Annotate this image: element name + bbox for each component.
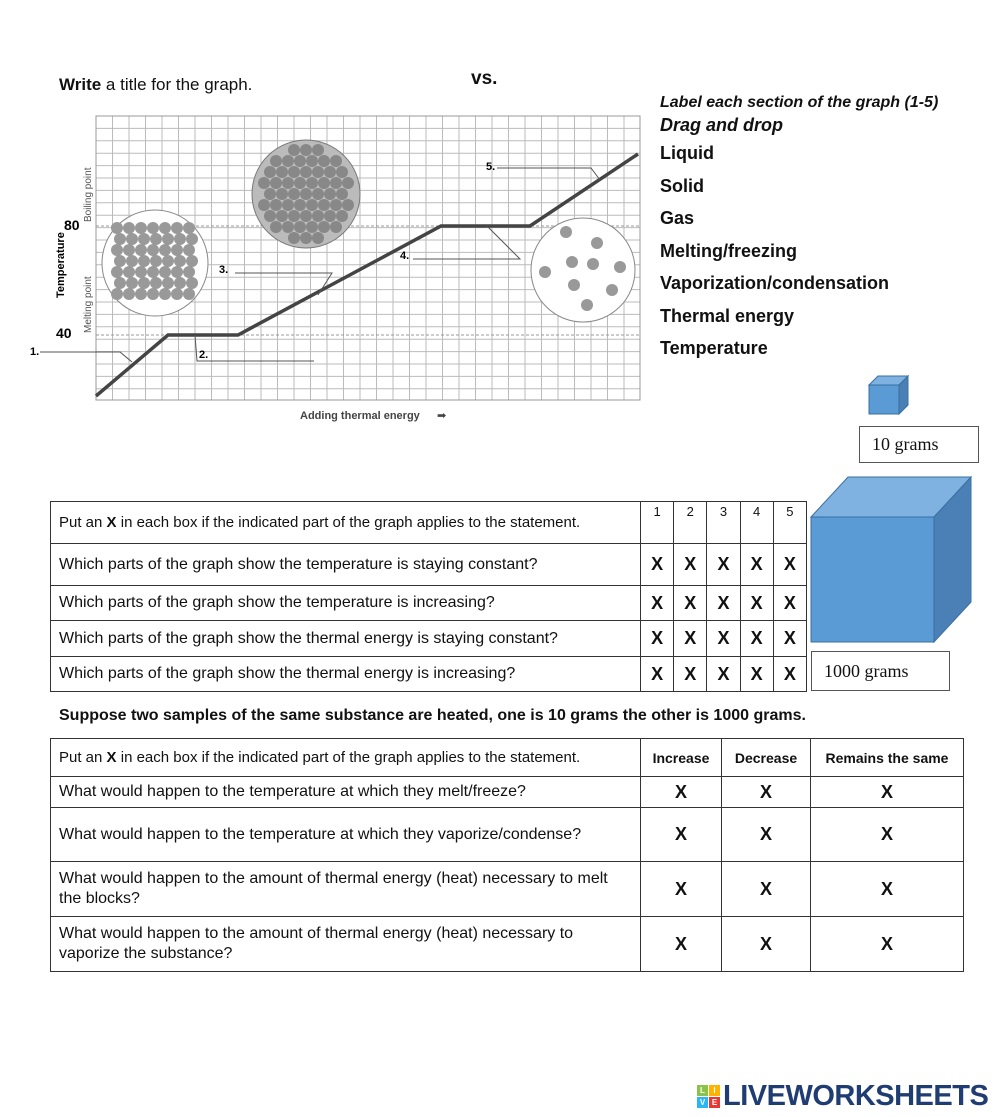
mark-cell-decrease[interactable]: X xyxy=(722,862,811,917)
table-row xyxy=(51,544,807,586)
y-axis-label: Temperature xyxy=(55,232,67,298)
drag-label-thermal-energy[interactable]: Thermal energy xyxy=(660,305,795,326)
drag-label-liquid[interactable]: Liquid xyxy=(660,143,714,163)
large-cube-icon xyxy=(805,470,980,650)
col-header-increase: Increase xyxy=(641,739,722,777)
boiling-point-label: Boiling point xyxy=(83,167,94,222)
table-row xyxy=(51,777,964,808)
section-label-2: 2. xyxy=(199,349,209,361)
x-axis-label: Adding thermal energy xyxy=(300,410,420,422)
label-instruction: Label each section of the graph (1-5) xyxy=(660,94,939,111)
mark-cell-increase[interactable]: X xyxy=(641,808,722,862)
table-row xyxy=(51,621,807,657)
drag-label-gas[interactable]: Gas xyxy=(660,208,695,228)
col-header-3: 3 xyxy=(707,502,740,544)
mark-cell-part-2[interactable]: X xyxy=(674,544,707,586)
live-badge-icon: L I V E xyxy=(697,1085,720,1108)
mark-cell-remains-same[interactable]: X xyxy=(811,917,964,972)
mark-cell-part-5[interactable]: X xyxy=(773,586,806,621)
table1-instruction: Put an X in each box if the indicated part of the graph applies to the statement. xyxy=(51,502,641,544)
mark-cell-increase[interactable]: X xyxy=(641,862,722,917)
liveworksheets-logo xyxy=(697,1080,988,1113)
question-text: What would happen to the amount of thermal energy (heat) necessary to melt the blocks? xyxy=(51,862,641,917)
y-tick-40: 40 xyxy=(56,325,72,341)
melting-point-label: Melting point xyxy=(83,276,94,333)
heating-curve-graph xyxy=(0,0,660,440)
mark-cell-decrease[interactable]: X xyxy=(722,808,811,862)
mark-cell-remains-same[interactable]: X xyxy=(811,808,964,862)
mark-cell-part-1[interactable]: X xyxy=(641,544,674,586)
table-header-row xyxy=(51,502,807,544)
gas-particles-icon xyxy=(531,218,635,322)
mark-cell-part-2[interactable]: X xyxy=(674,621,707,657)
vs-label: vs. xyxy=(471,68,498,89)
section-label-5: 5. xyxy=(486,161,496,173)
question-text: Which parts of the graph show the thermal energy is increasing? xyxy=(51,657,641,692)
mark-cell-remains-same[interactable]: X xyxy=(811,862,964,917)
arrow-right-icon: ➡ xyxy=(437,410,447,422)
mark-cell-increase[interactable]: X xyxy=(641,917,722,972)
col-header-4: 4 xyxy=(740,502,773,544)
table2-instruction: Put an X in each box if the indicated part of the graph applies to the statement. xyxy=(51,739,641,777)
write-bold: Write xyxy=(59,75,102,94)
solid-particles-icon xyxy=(102,210,208,316)
write-rest: a title for the graph. xyxy=(101,75,253,94)
section-label-1: 1. xyxy=(30,346,40,358)
mark-cell-part-3[interactable]: X xyxy=(707,657,740,692)
drag-label-melting-freezing[interactable]: Melting/freezing xyxy=(660,240,798,261)
mark-cell-part-3[interactable]: X xyxy=(707,621,740,657)
col-header-1: 1 xyxy=(641,502,674,544)
col-header-5: 5 xyxy=(773,502,806,544)
mark-cell-part-5[interactable]: X xyxy=(773,621,806,657)
graph-parts-table xyxy=(50,501,807,692)
mark-cell-part-2[interactable]: X xyxy=(674,586,707,621)
section-label-3: 3. xyxy=(219,264,229,276)
drag-label-vaporization-condensation[interactable]: Vaporization/condensation xyxy=(660,273,890,293)
y-tick-80: 80 xyxy=(64,217,80,233)
liquid-particles-icon xyxy=(252,140,360,248)
logo-text: LIVEWORKSHEETS xyxy=(723,1080,989,1112)
large-cube-label: 1000 grams xyxy=(811,651,950,691)
mark-cell-part-4[interactable]: X xyxy=(740,586,773,621)
mass-comparison-table xyxy=(50,738,964,972)
question-text: What would happen to the amount of thermal energy (heat) necessary to vaporize the substance? xyxy=(51,917,641,972)
col-header-remains-same: Remains the same xyxy=(811,739,964,777)
mark-cell-part-5[interactable]: X xyxy=(773,657,806,692)
mark-cell-increase[interactable]: X xyxy=(641,777,722,808)
question-text: Which parts of the graph show the temperature is increasing? xyxy=(51,586,641,621)
mark-cell-part-1[interactable]: X xyxy=(641,657,674,692)
mark-cell-part-4[interactable]: X xyxy=(740,657,773,692)
mark-cell-part-5[interactable]: X xyxy=(773,544,806,586)
mark-cell-part-3[interactable]: X xyxy=(707,544,740,586)
suppose-statement: Suppose two samples of the same substance are heated, one is 10 grams the other is 1000 grams. xyxy=(59,707,806,724)
drag-drop-instruction: Drag and drop xyxy=(660,115,784,135)
table-header-row xyxy=(51,739,964,777)
table-row xyxy=(51,586,807,621)
question-text: Which parts of the graph show the temperature is staying constant? xyxy=(51,544,641,586)
mark-cell-part-1[interactable]: X xyxy=(641,586,674,621)
mark-cell-part-3[interactable]: X xyxy=(707,586,740,621)
table-row xyxy=(51,917,964,972)
question-text: What would happen to the temperature at which they vaporize/condense? xyxy=(51,808,641,862)
col-header-2: 2 xyxy=(674,502,707,544)
mark-cell-part-2[interactable]: X xyxy=(674,657,707,692)
mark-cell-part-1[interactable]: X xyxy=(641,621,674,657)
table-row xyxy=(51,862,964,917)
mark-cell-decrease[interactable]: X xyxy=(722,777,811,808)
question-text: Which parts of the graph show the thermal energy is staying constant? xyxy=(51,621,641,657)
small-cube-label: 10 grams xyxy=(859,426,979,463)
col-header-decrease: Decrease xyxy=(722,739,811,777)
table-row xyxy=(51,657,807,692)
section-label-4: 4. xyxy=(400,250,410,262)
drag-label-temperature[interactable]: Temperature xyxy=(660,338,768,358)
mark-cell-remains-same[interactable]: X xyxy=(811,777,964,808)
mark-cell-part-4[interactable]: X xyxy=(740,621,773,657)
table-row xyxy=(51,808,964,862)
question-text: What would happen to the temperature at which they melt/freeze? xyxy=(51,777,641,808)
small-cube-icon xyxy=(860,370,920,420)
drag-label-solid[interactable]: Solid xyxy=(660,175,704,196)
mark-cell-part-4[interactable]: X xyxy=(740,544,773,586)
mark-cell-decrease[interactable]: X xyxy=(722,917,811,972)
